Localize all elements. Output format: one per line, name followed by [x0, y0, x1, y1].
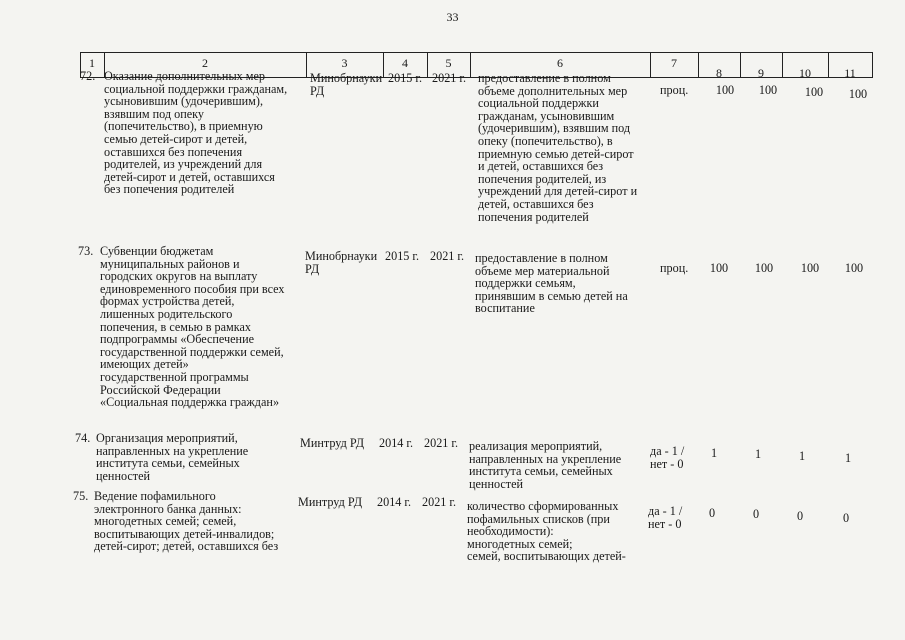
row-value-11: 1: [844, 451, 852, 465]
row-value-8: 1: [710, 446, 718, 460]
row-value-10: 1: [798, 449, 806, 463]
header-col-3: 3: [341, 56, 348, 70]
header-col-2: 2: [202, 56, 208, 70]
header-top-rule: [80, 52, 872, 53]
row-value-8: 0: [708, 506, 716, 520]
row-indicator: количество сформированных пофамильных списков (при необходимости): многодетных семей; семей, воспитывающих детей-: [467, 499, 626, 564]
row-executor: Минобрнауки РД: [305, 249, 378, 276]
page-number: 33: [446, 10, 459, 24]
row-executor: Минтруд РД: [300, 436, 365, 450]
row-value-9: 1: [754, 447, 762, 461]
row-number: 73.: [78, 244, 94, 258]
row-number: 72.: [80, 69, 96, 83]
row-value-11: 100: [848, 87, 868, 101]
row-value-10: 0: [796, 509, 804, 523]
header-divider: [872, 52, 873, 78]
header-col-8: 8: [716, 66, 722, 80]
row-executor: Минобрнауки РД: [310, 71, 383, 98]
row-value-8: 100: [715, 83, 735, 97]
row-value-11: 0: [842, 511, 850, 525]
row-start-year: 2015 г.: [388, 71, 423, 85]
header-col-4: 4: [402, 56, 408, 70]
header-col-6: 6: [557, 56, 563, 70]
row-start-year: 2014 г.: [377, 495, 412, 509]
header-col-1: 1: [89, 56, 95, 70]
row-unit: проц.: [660, 83, 689, 97]
row-value-10: 100: [804, 85, 824, 99]
header-col-5: 5: [445, 56, 452, 70]
row-number: 75.: [73, 489, 89, 503]
row-value-9: 0: [752, 507, 760, 521]
row-end-year: 2021 г.: [432, 71, 467, 85]
row-number: 74.: [75, 431, 91, 445]
row-end-year: 2021 г.: [422, 495, 457, 509]
header-col-7: 7: [671, 56, 677, 70]
row-measure-name: Оказание дополнительных мер социальной поддержки гражданам, усыновившим (удочерившим), взявшим под опеку (попечительство), в приемную семью детей-сирот и детей, оставшихся без попечения родителей, из учреждений для детей-сирот и детей, оставшихся без попечения родителей: [104, 69, 288, 197]
row-end-year: 2021 г.: [424, 436, 459, 450]
row-unit: проц.: [660, 261, 689, 275]
row-unit: да - 1 / нет - 0: [648, 504, 683, 531]
row-executor: Минтруд РД: [298, 495, 363, 509]
header-col-9: 9: [758, 66, 764, 80]
row-value-10: 100: [800, 261, 820, 275]
row-start-year: 2015 г.: [385, 249, 420, 263]
row-end-year: 2021 г.: [430, 249, 465, 263]
row-measure-name: Субвенции бюджетам муниципальных районов и городских округов на выплату единовременного пособия при всех формах устройства детей, лишенных родительского попечения, в семью в рамках подпрограммы «Обеспечение государственной поддержки семей, имеющих детей» государственной программы Российской Федерации «Социальная поддержка граждан»: [100, 244, 285, 410]
row-value-8: 100: [709, 261, 729, 275]
row-unit: да - 1 / нет - 0: [650, 444, 685, 471]
row-value-9: 100: [758, 83, 778, 97]
row-value-9: 100: [754, 261, 774, 275]
row-indicator: предоставление в полном объеме дополнительных мер социальной поддержки гражданам, усыновившим (удочерившим), взявшим под опеку (попечительство), в приемную семью детей-сирот и детей, оставшихся без попечения родителей, из учреждений для детей-сирот и детей, оставшихся без попечения родителей: [478, 71, 638, 224]
header-col-10: 10: [799, 66, 811, 80]
row-measure-name: Организация мероприятий, направленных на укрепление института семьи, семейных ценностей: [96, 431, 249, 483]
row-measure-name: Ведение пофамильного электронного банка данных: многодетных семей; семей, воспитывающих детей-инвалидов; детей-сирот; детей, оставшихся без: [94, 489, 279, 554]
row-indicator: предоставление в полном объеме мер материальной поддержки семьям, принявшим в семью детей на воспитание: [475, 251, 628, 316]
header-col-11: 11: [844, 66, 856, 80]
row-value-11: 100: [844, 261, 864, 275]
row-start-year: 2014 г.: [379, 436, 414, 450]
row-indicator: реализация мероприятий, направленных на укрепление института семьи, семейных ценностей: [469, 439, 622, 491]
